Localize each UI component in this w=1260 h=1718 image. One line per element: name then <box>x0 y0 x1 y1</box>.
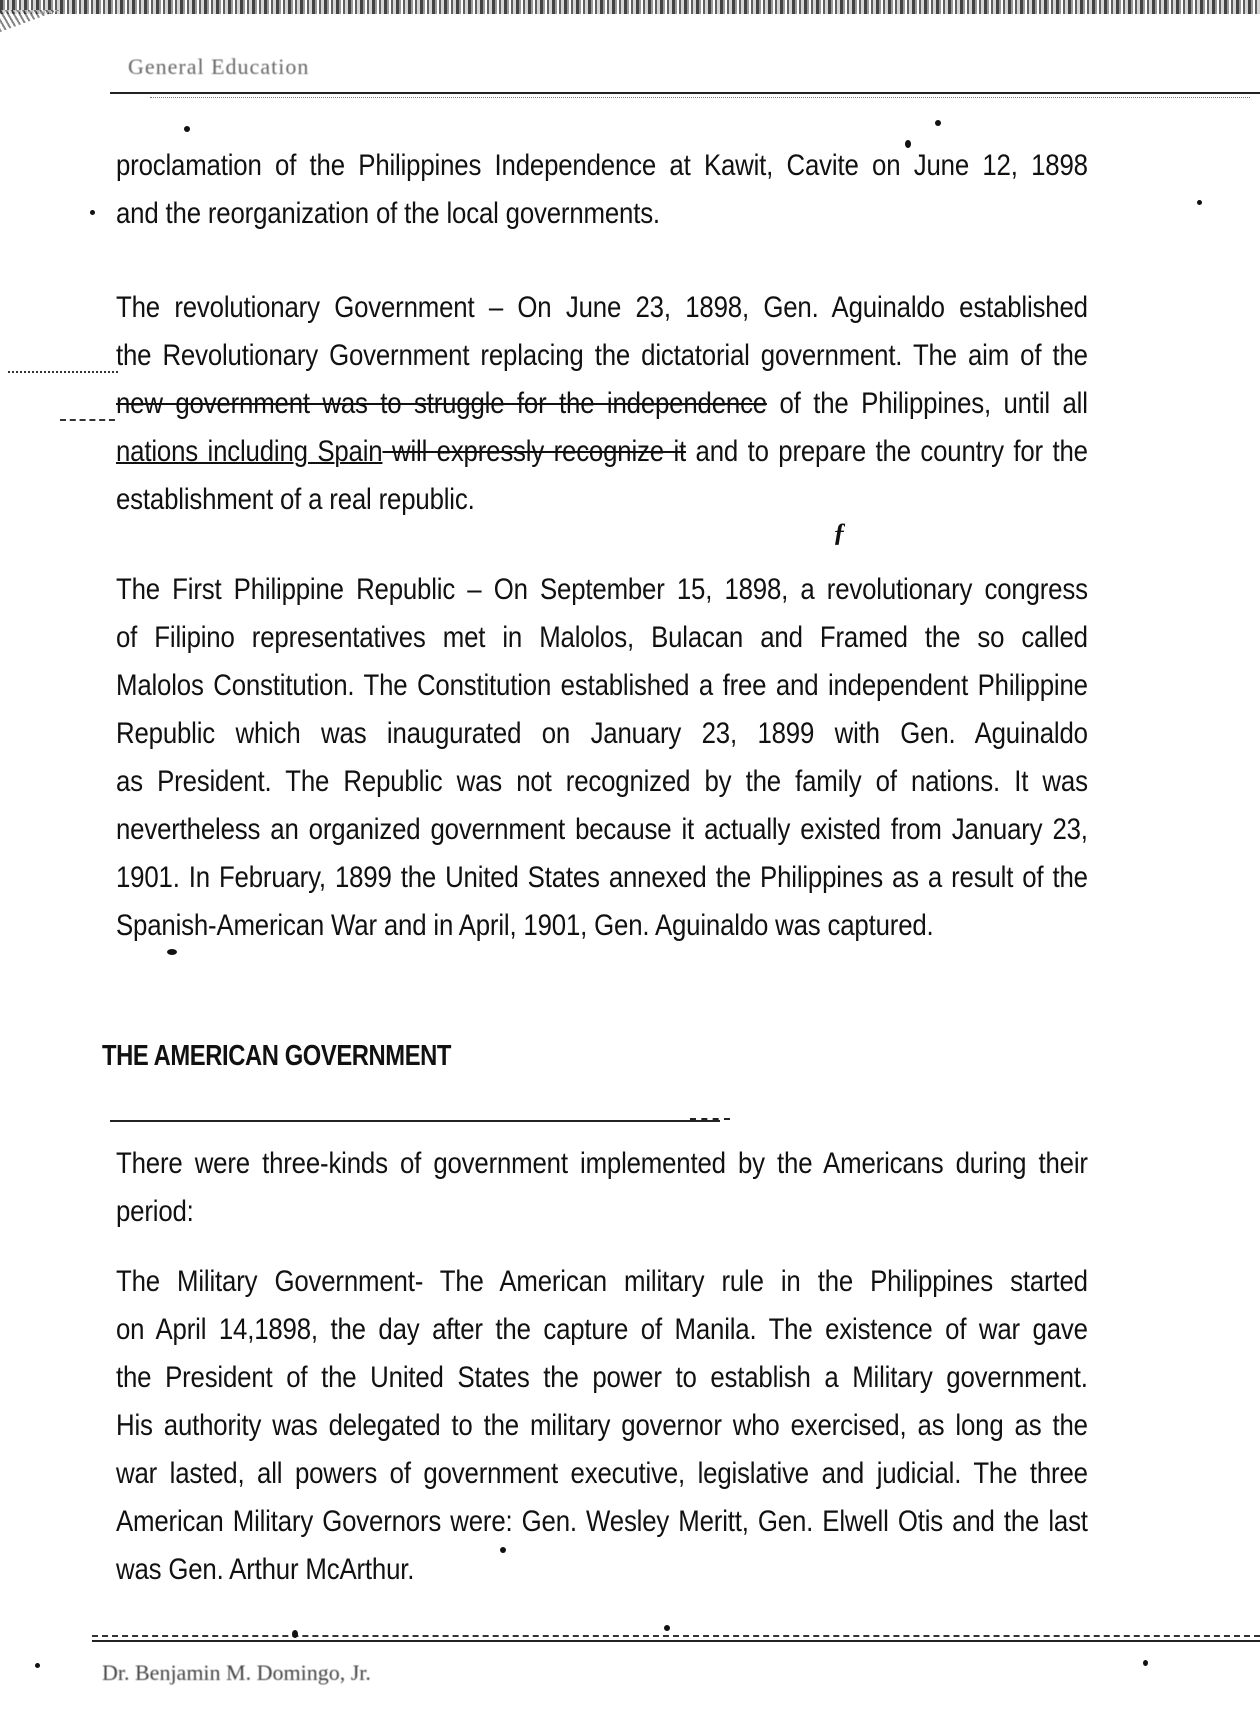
text-line-annotated <box>116 428 1088 476</box>
paragraph-three-kinds-intro <box>116 1140 1088 1236</box>
scan-speck <box>905 140 911 148</box>
text-line: was Gen. Arthur McArthur. <box>116 1553 415 1586</box>
scan-speck <box>664 1625 670 1631</box>
text-line-annotated <box>116 380 1088 428</box>
running-header: General Education <box>128 54 310 79</box>
scan-speck <box>35 1663 40 1668</box>
text-line: His authority was delegated to the military governor who exercised, as long as the <box>116 1409 1088 1442</box>
header-rule-secondary <box>150 97 1250 98</box>
scan-speck <box>1197 200 1202 205</box>
text-line: war lasted, all powers of government executive, legislative and judicial. The three <box>116 1457 1088 1490</box>
scan-noise-band <box>0 0 1260 14</box>
text-line: Republic which was inaugurated on January 23, 1899 with Gen. Aguinaldo <box>116 717 1088 750</box>
text-segment: and to prepare the country for the <box>686 435 1088 468</box>
section-heading: THE AMERICAN GOVERNMENT <box>102 1040 452 1072</box>
scan-speck <box>184 126 190 132</box>
stray-ink-mark: ƒ <box>833 518 846 547</box>
margin-annotation-line <box>60 419 115 421</box>
text-line: 1901. In February, 1899 the United States annexed the Philippines as a result of the <box>116 861 1088 894</box>
paragraph-revolutionary-government <box>116 284 1088 524</box>
margin-annotation-line <box>8 371 118 373</box>
scan-speck <box>935 120 941 126</box>
scan-speck <box>90 210 95 215</box>
footer-author: Dr. Benjamin M. Domingo, Jr. <box>102 1660 371 1685</box>
text-line: American Military Governors were: Gen. Wesley Meritt, Gen. Elwell Otis and the last <box>116 1505 1088 1538</box>
footer-rule <box>92 1640 1260 1642</box>
text-line: the Revolutionary Government replacing the dictatorial government. The aim of the <box>116 339 1088 372</box>
struck-text: will expressly recognize it <box>382 435 687 468</box>
text-line: establishment of a real republic. <box>116 483 475 516</box>
heading-rule <box>110 1120 720 1122</box>
scan-speck <box>1143 1660 1148 1666</box>
text-line: Malolos Constitution. The Constitution established a free and independent Philippine <box>116 669 1088 702</box>
text-line: The First Philippine Republic – On September 15, 1898, a revolutionary congress <box>116 573 1088 606</box>
footer-rule-dashed <box>92 1635 1260 1637</box>
text-line: Spanish-American War and in April, 1901, Gen. Aguinaldo was captured. <box>116 909 934 942</box>
text-line: on April 14,1898, the day after the capture of Manila. The existence of war gave <box>116 1313 1088 1346</box>
scan-speck <box>500 1547 506 1553</box>
text-line: the President of the United States the power to establish a Military government. <box>116 1361 1088 1394</box>
paragraph-military-government <box>116 1258 1088 1594</box>
header-rule <box>110 92 1260 94</box>
heading-rule-tail <box>690 1118 730 1120</box>
text-line: There were three-kinds of government implemented by the Americans during their <box>116 1147 1088 1180</box>
text-line: period: <box>116 1195 194 1228</box>
underlined-text: nations including Spain <box>116 435 383 468</box>
text-line: nevertheless an organized government because it actually existed from January 23, <box>116 813 1088 846</box>
scan-speck <box>167 949 177 955</box>
text-segment: of the Philippines, until all <box>766 387 1088 420</box>
text-line: and the reorganization of the local governments. <box>116 197 660 230</box>
text-line: proclamation of the Philippines Independence at Kawit, Cavite on June 12, 1898 <box>116 149 1088 182</box>
text-line: The Military Government- The American military rule in the Philippines started <box>116 1265 1088 1298</box>
text-line: of Filipino representatives met in Malolos, Bulacan and Framed the so called <box>116 621 1088 654</box>
paragraph-first-philippine-republic <box>116 566 1088 950</box>
text-line: as President. The Republic was not recognized by the family of nations. It was <box>116 765 1088 798</box>
text-line: The revolutionary Government – On June 23, 1898, Gen. Aguinaldo established <box>116 291 1088 324</box>
struck-text: new government was to struggle for the independence <box>116 387 767 420</box>
paragraph-independence-proclamation <box>116 142 1088 238</box>
scan-speck <box>292 1630 298 1638</box>
